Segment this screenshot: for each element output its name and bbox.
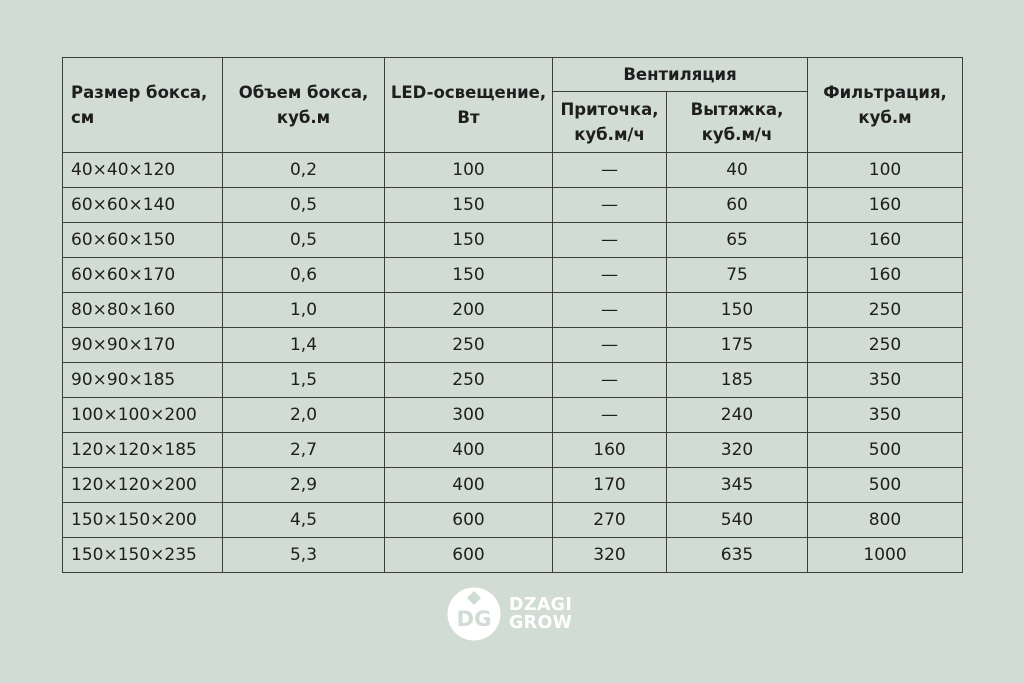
cell-filtration: 350	[808, 398, 963, 433]
cell-led: 400	[385, 433, 553, 468]
table-row	[63, 293, 963, 328]
cell-filtration: 160	[808, 188, 963, 223]
cell-exhaust: 65	[667, 223, 808, 258]
cell-supply: —	[553, 398, 667, 433]
cell-led: 250	[385, 328, 553, 363]
cell-led: 100	[385, 153, 553, 188]
table-row	[63, 363, 963, 398]
cell-exhaust: 175	[667, 328, 808, 363]
dzagi-grow-logo	[447, 587, 587, 641]
cell-size: 90×90×170	[63, 328, 223, 363]
cell-volume: 2,0	[223, 398, 385, 433]
cell-supply: —	[553, 153, 667, 188]
header-led: LED-освещение, Вт	[385, 58, 553, 153]
cell-size: 120×120×200	[63, 468, 223, 503]
cell-exhaust: 75	[667, 258, 808, 293]
cell-supply: 160	[553, 433, 667, 468]
table-row	[63, 398, 963, 433]
table-body	[63, 153, 963, 573]
cell-volume: 0,2	[223, 153, 385, 188]
cell-volume: 1,0	[223, 293, 385, 328]
cell-filtration: 350	[808, 363, 963, 398]
cell-led: 200	[385, 293, 553, 328]
header-exhaust: Вытяжка, куб.м/ч	[667, 92, 808, 153]
cell-supply: 170	[553, 468, 667, 503]
cell-filtration: 250	[808, 328, 963, 363]
cell-size: 60×60×150	[63, 223, 223, 258]
cell-exhaust: 540	[667, 503, 808, 538]
cell-supply: —	[553, 258, 667, 293]
cell-supply: —	[553, 328, 667, 363]
cell-size: 150×150×200	[63, 503, 223, 538]
cell-led: 150	[385, 223, 553, 258]
table-row	[63, 433, 963, 468]
cell-exhaust: 345	[667, 468, 808, 503]
cell-filtration: 250	[808, 293, 963, 328]
cell-led: 600	[385, 538, 553, 573]
table-row	[63, 328, 963, 363]
cell-exhaust: 40	[667, 153, 808, 188]
cell-volume: 0,6	[223, 258, 385, 293]
header-size: Размер бокса, см	[63, 58, 223, 153]
cell-size: 80×80×160	[63, 293, 223, 328]
table-row	[63, 153, 963, 188]
table-row	[63, 258, 963, 293]
header-supply: Приточка, куб.м/ч	[553, 92, 667, 153]
cell-supply: —	[553, 188, 667, 223]
header-row-top	[63, 58, 963, 92]
header-ventilation: Вентиляция	[553, 58, 808, 92]
cell-exhaust: 240	[667, 398, 808, 433]
cell-exhaust: 150	[667, 293, 808, 328]
table-row	[63, 503, 963, 538]
cell-supply: —	[553, 223, 667, 258]
logo-mark-letters: DG	[456, 607, 492, 631]
cell-exhaust: 60	[667, 188, 808, 223]
cell-filtration: 100	[808, 153, 963, 188]
table-row	[63, 223, 963, 258]
cell-exhaust: 320	[667, 433, 808, 468]
logo-line-2: GROW	[509, 613, 573, 633]
table-row	[63, 538, 963, 573]
table-row	[63, 468, 963, 503]
cell-filtration: 800	[808, 503, 963, 538]
cell-led: 250	[385, 363, 553, 398]
cell-filtration: 1000	[808, 538, 963, 573]
cell-led: 150	[385, 258, 553, 293]
table-row	[63, 188, 963, 223]
cell-size: 90×90×185	[63, 363, 223, 398]
logo-wordmark	[509, 596, 572, 632]
dg-logo-mark-icon	[447, 587, 501, 641]
cell-supply: —	[553, 293, 667, 328]
cell-filtration: 500	[808, 433, 963, 468]
cell-volume: 1,5	[223, 363, 385, 398]
cell-exhaust: 635	[667, 538, 808, 573]
cell-filtration: 500	[808, 468, 963, 503]
cell-filtration: 160	[808, 223, 963, 258]
cell-volume: 0,5	[223, 188, 385, 223]
cell-supply: 270	[553, 503, 667, 538]
cell-size: 60×60×140	[63, 188, 223, 223]
cell-size: 120×120×185	[63, 433, 223, 468]
cell-volume: 2,9	[223, 468, 385, 503]
cell-led: 600	[385, 503, 553, 538]
cell-size: 100×100×200	[63, 398, 223, 433]
cell-volume: 0,5	[223, 223, 385, 258]
cell-exhaust: 185	[667, 363, 808, 398]
cell-supply: 320	[553, 538, 667, 573]
cell-volume: 1,4	[223, 328, 385, 363]
cell-led: 400	[385, 468, 553, 503]
cell-filtration: 160	[808, 258, 963, 293]
grow-box-spec-table	[62, 57, 963, 573]
logo-line-1: DZAGI	[509, 595, 573, 615]
cell-size: 40×40×120	[63, 153, 223, 188]
cell-volume: 4,5	[223, 503, 385, 538]
cell-led: 150	[385, 188, 553, 223]
header-filtration: Фильтрация, куб.м	[808, 58, 963, 153]
cell-size: 60×60×170	[63, 258, 223, 293]
cell-volume: 5,3	[223, 538, 385, 573]
cell-size: 150×150×235	[63, 538, 223, 573]
cell-led: 300	[385, 398, 553, 433]
cell-volume: 2,7	[223, 433, 385, 468]
cell-supply: —	[553, 363, 667, 398]
header-volume: Объем бокса, куб.м	[223, 58, 385, 153]
